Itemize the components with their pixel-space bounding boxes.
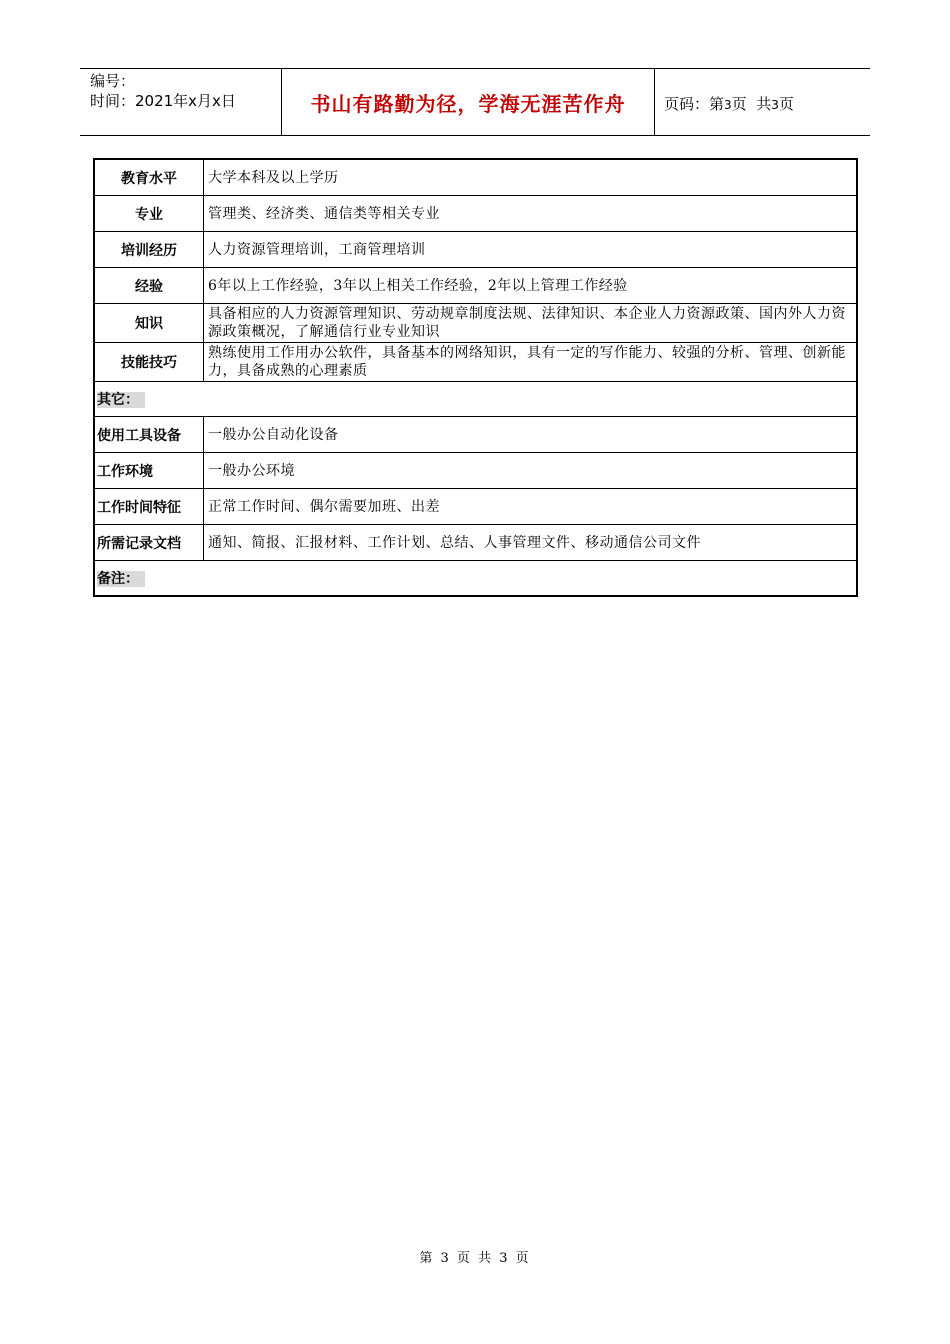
job-requirements-table xyxy=(93,158,858,597)
row-label: 知识 xyxy=(94,304,204,343)
row-value: 6年以上工作经验，3年以上相关工作经验，2年以上管理工作经验 xyxy=(204,268,858,304)
row-value: 一般办公自动化设备 xyxy=(204,417,858,453)
row-value: 具备相应的人力资源管理知识、劳动规章制度法规、法律知识、本企业人力资源政策、国内外人力资源政策概况，了解通信行业专业知识 xyxy=(204,304,858,343)
header-meta xyxy=(90,71,236,111)
row-label: 教育水平 xyxy=(94,159,204,196)
table-row xyxy=(94,268,857,304)
table-row xyxy=(94,417,857,453)
header-bottom-rule xyxy=(80,135,870,136)
page-mid: 页 共 xyxy=(731,95,772,113)
page-total: 3 xyxy=(771,98,779,112)
page-footer: 第 3 页 共 3 页 xyxy=(419,1251,531,1266)
row-value: 大学本科及以上学历 xyxy=(204,159,858,196)
table-row xyxy=(94,343,857,382)
table-row xyxy=(94,232,857,268)
row-value: 一般办公环境 xyxy=(204,453,858,489)
section-remarks xyxy=(94,561,857,597)
section-other-label: 其它： xyxy=(97,392,145,408)
row-label: 工作时间特征 xyxy=(94,489,204,525)
row-value: 通知、简报、汇报材料、工作计划、总结、人事管理文件、移动通信公司文件 xyxy=(204,525,858,561)
section-remarks-label: 备注： xyxy=(97,571,145,587)
header-top-rule xyxy=(80,68,870,69)
table-row xyxy=(94,525,857,561)
row-label: 工作环境 xyxy=(94,453,204,489)
section-other xyxy=(94,382,857,417)
table-row xyxy=(94,196,857,232)
section-row-other xyxy=(94,382,857,417)
row-label: 技能技巧 xyxy=(94,343,204,382)
number-label: 编号： xyxy=(90,72,136,90)
row-value: 正常工作时间、偶尔需要加班、出差 xyxy=(204,489,858,525)
table-row xyxy=(94,304,857,343)
row-label: 培训经历 xyxy=(94,232,204,268)
row-value: 熟练使用工作用办公软件，具备基本的网络知识，具有一定的写作能力、较强的分析、管理、创新能力，具备成熟的心理素质 xyxy=(204,343,858,382)
header-divider-2 xyxy=(654,68,655,136)
table-row xyxy=(94,159,857,196)
header-divider-1 xyxy=(281,68,282,136)
page-prefix: 页码：第 xyxy=(664,95,725,113)
section-row-remarks xyxy=(94,561,857,597)
row-label: 经验 xyxy=(94,268,204,304)
page-current: 3 xyxy=(724,98,732,112)
row-label: 所需记录文档 xyxy=(94,525,204,561)
row-label: 专业 xyxy=(94,196,204,232)
page-suffix: 页 xyxy=(778,95,794,113)
table-row xyxy=(94,489,857,525)
row-value: 人力资源管理培训，工商管理培训 xyxy=(204,232,858,268)
row-label: 使用工具设备 xyxy=(94,417,204,453)
row-value: 管理类、经济类、通信类等相关专业 xyxy=(204,196,858,232)
table-row xyxy=(94,453,857,489)
header-motto: 书山有路勤为径，学海无涯苦作舟 xyxy=(310,92,626,116)
header-page-indicator xyxy=(664,93,794,114)
date-label: 时间：2021年x月x日 xyxy=(90,92,236,110)
